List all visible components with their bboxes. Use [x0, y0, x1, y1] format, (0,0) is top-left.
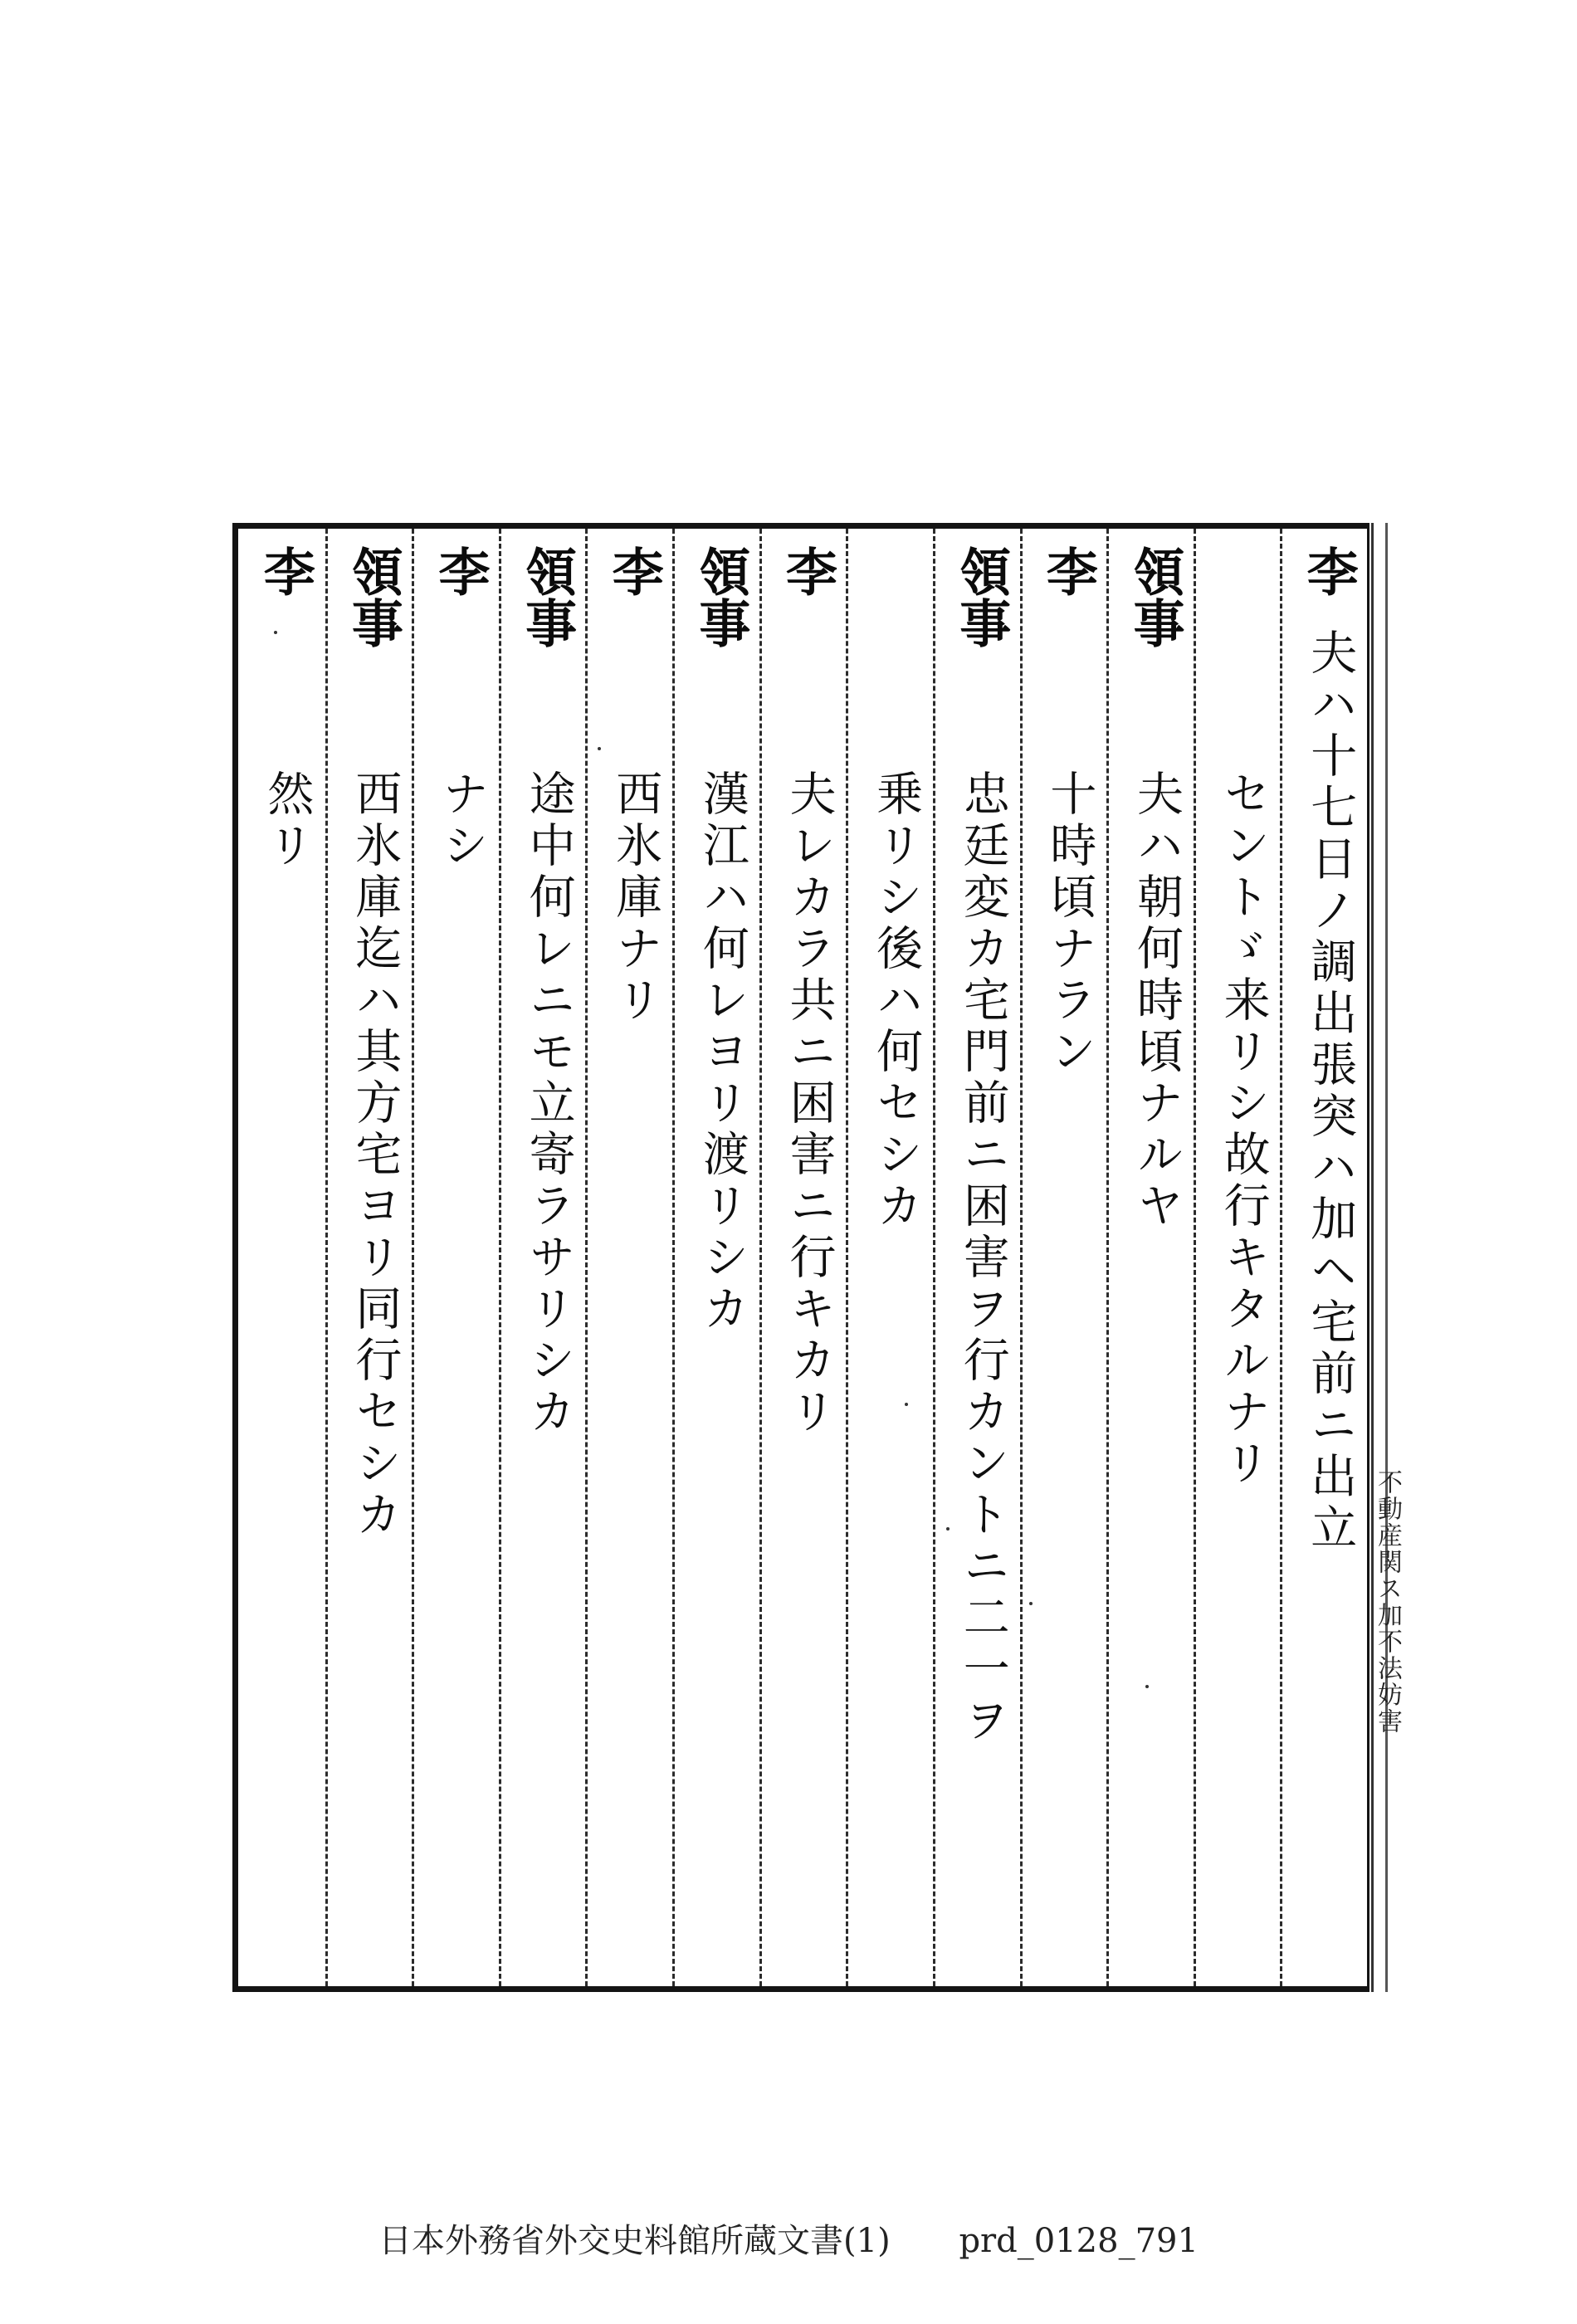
manuscript-column	[1194, 529, 1281, 1986]
speaker-label: 李	[777, 545, 838, 597]
speaker-label: 領事	[516, 545, 578, 648]
speaker-label: 領事	[343, 545, 404, 648]
manuscript-column	[412, 529, 499, 1986]
margin-stamp-text: 不動産関ス加不法妨害	[1373, 1469, 1402, 1735]
speaker-label: 領事	[690, 545, 751, 648]
page-footer	[0, 2214, 1577, 2262]
manuscript-column	[846, 529, 933, 1986]
speaker-label: 李	[255, 545, 316, 597]
dialogue-line: 途中何レニモ立寄ラサリシカ	[521, 769, 576, 1438]
print-speck	[946, 1527, 950, 1531]
footer-collection: 日本外務省外交史料館所蔵文書(1)	[378, 2222, 891, 2260]
manuscript-column	[672, 529, 759, 1986]
speaker-label: 領事	[1124, 545, 1185, 648]
manuscript-column	[1280, 529, 1367, 1986]
speaker-label: 李	[1298, 545, 1360, 597]
speaker-label: 李	[603, 545, 665, 597]
dialogue-line: 夫ハ十七日ノ調出張突ハ加ヘ宅前ニ出立	[1303, 628, 1358, 1555]
dialogue-line: 十時頃ナラン	[1042, 769, 1097, 1078]
manuscript-column	[238, 529, 325, 1986]
dialogue-line: 乗リシ後ハ何セシカ	[869, 769, 924, 1233]
dialogue-line: 夫ハ朝何時頃ナルヤ	[1129, 769, 1184, 1233]
dialogue-line: セントゞ来リシ故行キタルナリ	[1216, 769, 1271, 1490]
manuscript-frame	[232, 523, 1370, 1992]
manuscript-column	[759, 529, 847, 1986]
speaker-label: 李	[1038, 545, 1099, 597]
manuscript-column	[1020, 529, 1107, 1986]
side-margin-strip	[1371, 523, 1402, 1992]
dialogue-line: 西氷庫迄ハ其方宅ヨリ同行セシカ	[348, 769, 403, 1541]
dialogue-line: 西氷庫ナリ	[608, 769, 663, 1027]
dialogue-line: ナシ	[435, 769, 490, 872]
dialogue-line: 然リ	[260, 769, 315, 872]
speaker-label: 李	[430, 545, 491, 597]
print-speck	[1029, 1602, 1033, 1605]
print-speck	[598, 747, 601, 750]
manuscript-column	[325, 529, 413, 1986]
dialogue-line: 忠廷変カ宅門前ニ困害ヲ行カントニ二一ヲ	[955, 769, 1010, 1747]
print-speck	[274, 631, 277, 634]
manuscript-column	[1106, 529, 1194, 1986]
dialogue-line: 夫レカラ共ニ困害ニ行キカリ	[782, 769, 837, 1438]
dialogue-line: 漢江ハ何レヨリ渡リシカ	[695, 769, 749, 1335]
print-speck	[1145, 1685, 1149, 1688]
footer-document-id: prd_0128_791	[959, 2222, 1199, 2260]
print-speck	[905, 1403, 908, 1406]
manuscript-column	[933, 529, 1020, 1986]
speaker-label: 領事	[950, 545, 1012, 648]
manuscript-column	[499, 529, 586, 1986]
